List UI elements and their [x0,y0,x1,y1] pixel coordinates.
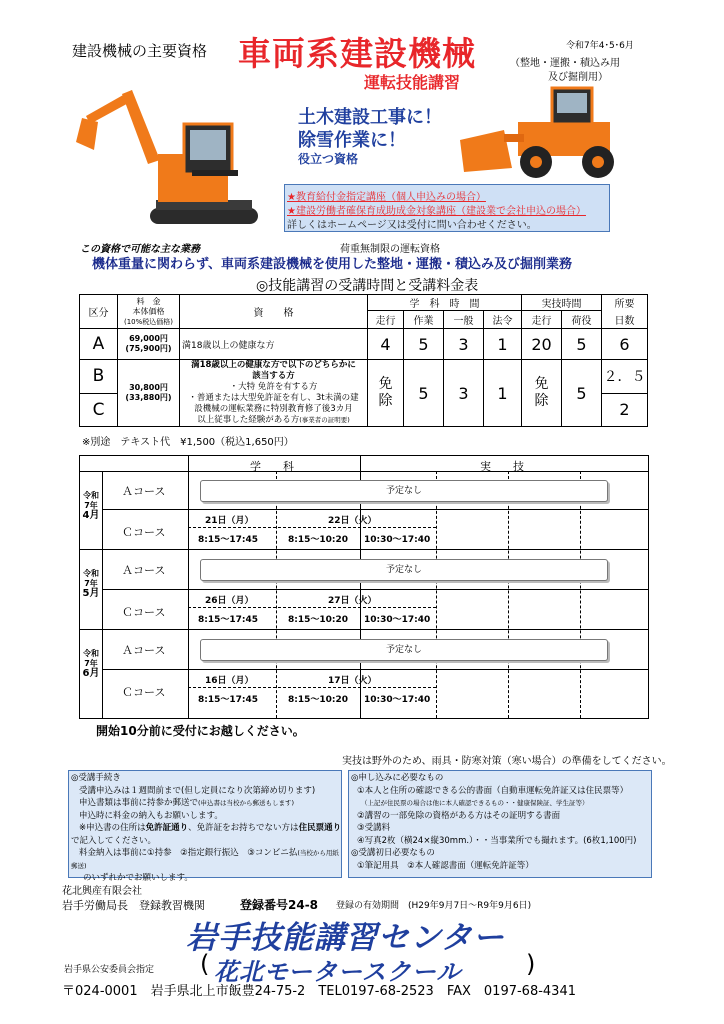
hours-a-law: 1 [484,329,522,360]
subheader-work: 作業 [404,311,444,329]
catchphrase-2: 除雪作業に！ [298,130,406,151]
qualification-bc: 満18歳以上の健康な方で以下のどちらかに 該当する方 ・大特 免許を有する方 ・普通または大型免許証を有し、3t未満の建 設機械の運転業務に特別教育修了後3カ月 以上従事した経験がある方(事業者の証明要) [180,360,368,427]
c-time1-6: 8:15～17:45 [198,695,259,705]
category-c: C [80,393,118,427]
wheel-loader-image [460,80,640,180]
schedule-head-practical: 実 技 [480,460,524,473]
no-schedule-a-5: 予定なし [200,559,608,581]
category-b: B [80,360,118,394]
qualification-a: 満18歳以上の健康な方 [180,329,368,360]
registrar: 岩手労働局長 登録教習機関 [62,899,205,912]
procedure-line: で記入してください。 [71,835,157,846]
a-course-label: Ａコース [122,564,166,577]
header-practical-hours: 実技時間 [522,295,602,311]
notice-line-2: ★建設労働者確保育成助成金対象講座（建設業で会社申込の場合） [287,206,586,217]
hours-bc-general: 3 [444,360,484,427]
header-days-a: 所要 [602,295,648,311]
fee-table-title: ◎技能講習の受講時間と受講料金表 [256,278,479,294]
category-a: A [80,329,118,360]
work-description: 機体重量に関わらず、車両系建設機械を使用した整地・運搬・積込み及び掘削業務 [92,257,572,272]
procedure-line: 郵送) [71,861,87,870]
requirement-line: ①筆記用具 ②本人確認書面（運転免許証等） [357,860,534,871]
table-row [80,329,648,360]
date-note: 令和7年4･5･6月 [566,41,634,51]
schedule-head-academic: 学 科 [250,460,294,473]
subheader-cargo: 荷役 [562,311,602,329]
requirement-line: （上記が住民票の場合は他に本人確認できるもの・・健康保険証、学生証等） [361,799,589,807]
table-row [80,360,648,394]
header-days-b: 日数 [602,311,648,329]
subheader-practical-travel: 走行 [522,311,562,329]
procedure-box [68,770,342,883]
weight-note: 荷重無制限の運転資格 [340,244,440,255]
procedure-line: のいずれかでお願いします。 [83,873,193,883]
hours-a-travel: 4 [368,329,404,360]
equipment-note-2: 及び掘削用） [548,72,608,83]
c-course-label: Ｃコース [122,686,166,699]
catchphrase-1: 土木建設工事に！ [298,107,442,128]
c-course-label: Ｃコース [122,606,166,619]
header-fee: 料 金 本体価格 (10%税込価格) [118,295,180,329]
subheader-travel: 走行 [368,311,404,329]
schedule-table [79,455,649,719]
c-time3-5: 10:30～17:40 [364,615,431,625]
procedure-line: ※申込書の住所は免許証通り、免許証をお持ちでない方は住民票通り [79,823,342,833]
hours-a-practical-travel: 20 [522,329,562,360]
header-academic-hours: 学 科 時 間 [368,295,522,311]
c-time2-6: 8:15～10:20 [288,695,349,705]
fee-table [79,294,648,427]
requirement-line: ①本人と住所の確認できる公的書面（自動車運転免許証又は住民票等） [357,785,629,796]
notice-line-1: ★教育給付金指定講座（個人申込みの場合） [287,192,486,203]
c-day2-4: 22日（火） [328,516,377,526]
days-a: 6 [602,329,648,360]
outdoor-note: 実技は野外のため、雨具・防寒対策（寒い場合）の準備をしてください。 [342,756,672,767]
c-day1-6: 16日（月） [205,676,254,686]
c-day2-6: 17日（火） [328,676,377,686]
month-label-6: 令和 7年 6月 [82,649,100,679]
subheader-law: 法令 [484,311,522,329]
school-name-logo: 花北モータースクール [214,958,462,986]
exempt-practical-travel: 免除 [522,360,562,427]
hours-bc-cargo: 5 [562,360,602,427]
header-category: 区分 [80,295,118,329]
procedure-title: ◎受講手続き [71,773,121,783]
requirements-box [348,770,652,878]
hours-a-general: 3 [444,329,484,360]
c-time2-5: 8:15～10:20 [288,615,349,625]
days-c: 2 [602,393,648,427]
a-course-label: Ａコース [122,644,166,657]
registration-number: 登録番号24-8 [240,898,319,912]
company-name: 花北興産有限会社 [62,886,142,897]
notice-box [284,184,610,232]
notice-line-3: 詳しくはホームページ又は受付に問い合わせください。 [287,220,537,231]
c-course-label: Ｃコース [122,526,166,539]
a-course-label: Ａコース [122,485,166,498]
month-label-4: 令和 7年 4月 [82,491,100,521]
requirements-title: ◎申し込みに必要なもの [351,773,444,783]
requirements-title-2: ◎受講初日必要なもの [351,848,435,858]
header-qualification: 資 格 [180,295,368,329]
title-prefix: 建設機械の主要資格 [72,42,208,60]
no-schedule-a-4: 予定なし [200,480,608,502]
exempt-travel: 免除 [368,360,404,427]
excavator-image [72,60,272,230]
days-b: ２．５ [602,360,648,394]
c-time3-4: 10:30～17:40 [364,535,431,545]
procedure-line: 受講申込みは１週間前まで(但し定員になり次第締め切ります) [79,785,316,796]
c-time1-4: 8:15～17:45 [198,535,259,545]
procedure-line: 申込時に料金の納入もお願いします。 [79,810,223,821]
paren-close: ) [526,950,536,978]
work-heading: この資格で可能な主な業務 [80,244,200,255]
text-fee-note: ※別途 テキスト代 ¥1,500（税込1,650円） [82,437,294,448]
c-time2-4: 8:15～10:20 [288,535,349,545]
validity-period: 登録の有効期間 (H29年9月7日～R9年9月6日) [336,901,532,911]
sub-title: 運転技能講習 [364,73,461,92]
requirement-line: ②講習の一部免除の資格がある方はその証明する書面 [357,810,561,821]
month-label-5: 令和 7年 5月 [82,569,100,599]
equipment-note-1: （整地・運搬・積込み用 [510,58,620,69]
address-line: 〒024-0001 岩手県北上市飯豊24-75-2 TEL0197-68-2523 FAX 0197-68-4341 [62,984,576,999]
center-name: 岩手技能講習センター [186,920,505,956]
catchphrase-3: 役立つ資格 [298,152,359,166]
c-day1-5: 26日（月） [205,596,254,606]
hours-a-work: 5 [404,329,444,360]
procedure-line: 料金納入は事前に①持参 ②指定銀行振込 ③コンビニ払(当校から用紙 [79,848,339,858]
main-title: 車両系建設機械 [238,34,476,73]
requirement-line: ③受講料 [357,823,391,833]
c-time3-6: 10:30～17:40 [364,695,431,705]
hours-bc-work: 5 [404,360,444,427]
fee-a: 69,000円 (75,900円) [118,329,180,360]
c-time1-5: 8:15～17:45 [198,615,259,625]
requirement-line: ④写真2枚（横24×縦30mm.）・・当事業所でも撮れます。(6枚1,100円) [357,835,637,846]
hours-bc-law: 1 [484,360,522,427]
paren-open: ( [200,950,210,978]
hours-a-cargo: 5 [562,329,602,360]
c-day2-5: 27日（火） [328,596,377,606]
fee-bc: 30,800円 (33,880円) [118,360,180,427]
c-day1-4: 21日（月） [205,516,254,526]
subheader-general: 一般 [444,311,484,329]
procedure-line: 申込書類は事前に持参か郵送で(申込書は当校から郵送もします) [79,798,295,808]
arrival-note: 開始10分前に受付にお越しください。 [96,724,305,738]
no-schedule-a-6: 予定なし [200,639,608,661]
police-designation: 岩手県公安委員会指定 [64,965,155,975]
